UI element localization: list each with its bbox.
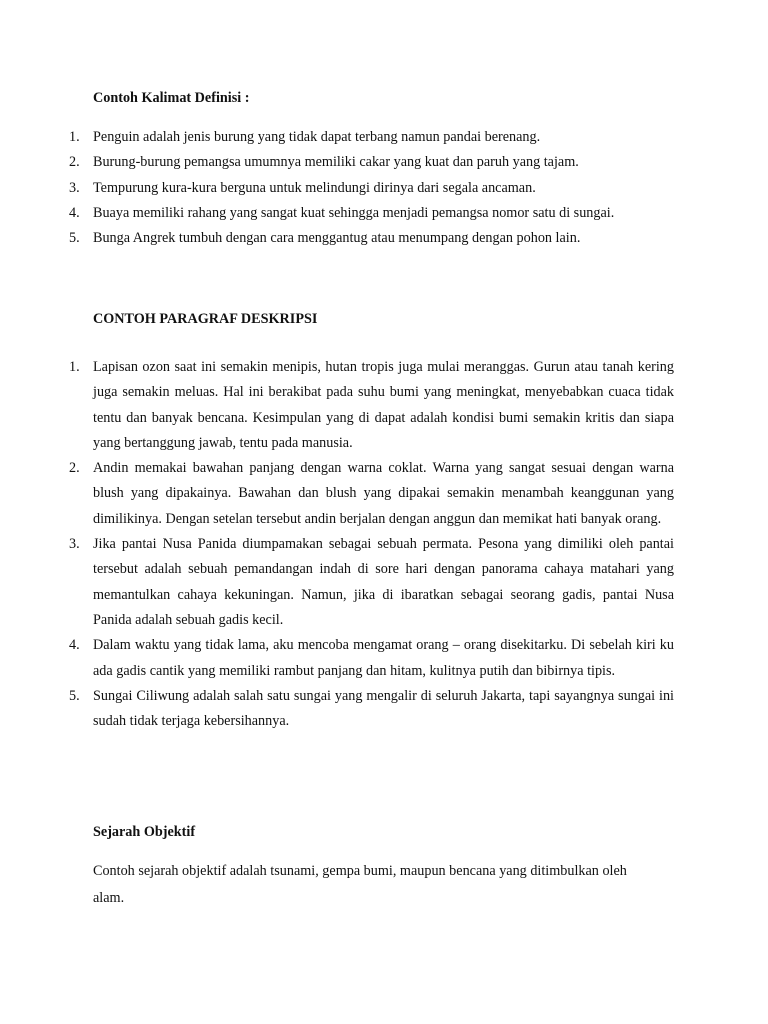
- list-number: 4.: [69, 637, 80, 654]
- list-number: 5.: [69, 230, 80, 247]
- list-number: 3.: [69, 179, 80, 196]
- list-item: [0, 633, 768, 684]
- list-text: Dalam waktu yang tidak lama, aku mencoba mengamat orang – orang disekitarku. Di sebelah kiri ku ada gadis cantik yang memiliki rambut panjang dan hitam, kulitnya putih dan bibirnya tipis.: [93, 637, 674, 679]
- list-item: [0, 150, 768, 175]
- list-text: Andin memakai bawahan panjang dengan warna coklat. Warna yang sangat sesuai dengan warna blush yang dipakainya. Bawahan dan blush yang dipakai semakin menambah keanggunan yang dimilikinya. Dengan setelan tersebut andin berjalan dengan anggun dan memikat hati banyak orang.: [93, 460, 674, 527]
- list-number: 4.: [69, 204, 80, 221]
- list-item: [0, 176, 768, 201]
- list-item: [0, 201, 768, 226]
- list-text: Jika pantai Nusa Panida diumpamakan sebagai sebuah permata. Pesona yang dimiliki oleh pantai tersebut adalah sebuah pemandangan indah di sore hari dengan panorama cahaya matahari yang memantulkan cahaya kekuningan. Namun, jika di ibaratkan sebagai seorang gadis, pantai Nusa Panida adalah sebuah gadis kecil.: [93, 536, 674, 628]
- list-number: 2.: [69, 154, 80, 171]
- list-item: [0, 456, 768, 532]
- list-item: [0, 532, 768, 633]
- objective-paragraph: Contoh sejarah objektif adalah tsunami, gempa bumi, maupun bencana yang ditimbulkan oleh alam.: [93, 863, 627, 906]
- definition-list: [0, 125, 768, 251]
- list-text: Bunga Angrek tumbuh dengan cara menggantug atau menumpang dengan pohon lain.: [93, 230, 581, 247]
- objective-heading: Sejarah Objektif: [93, 824, 196, 840]
- list-text: Tempurung kura-kura berguna untuk melindungi dirinya dari segala ancaman.: [93, 179, 536, 196]
- list-number: 3.: [69, 536, 80, 553]
- list-text: Sungai Ciliwung adalah salah satu sungai yang mengalir di seluruh Jakarta, tapi sayangnya sungai ini sudah tidak terjaga kebersihannya.: [93, 687, 674, 730]
- list-text: Penguin adalah jenis burung yang tidak dapat terbang namun pandai berenang.: [93, 129, 541, 145]
- definition-heading: Contoh Kalimat Definisi :: [93, 90, 250, 106]
- list-number: 1.: [69, 129, 80, 145]
- description-heading: CONTOH PARAGRAF DESKRIPSI: [93, 311, 318, 327]
- list-text: Lapisan ozon saat ini semakin menipis, hutan tropis juga mulai meranggas. Gurun atau tanah kering juga semakin meluas. Hal ini berakibat pada suhu bumi yang meningkat, menyebabkan cuaca tidak tentu dan banyak bencana. Kesimpulan yang di dapat adalah kondisi bumi semakin kritis dan siapa yang bertanggung jawab, tentu pada manusia.: [93, 359, 674, 451]
- description-list: [0, 355, 768, 734]
- list-text: Buaya memiliki rahang yang sangat kuat sehingga menjadi pemangsa nomor satu di sungai.: [93, 204, 615, 221]
- list-number: 5.: [69, 687, 80, 704]
- list-number: 1.: [69, 359, 80, 375]
- list-item: [0, 355, 768, 456]
- list-item: [0, 226, 768, 251]
- list-text: Burung-burung pemangsa umumnya memiliki cakar yang kuat dan paruh yang tajam.: [93, 154, 579, 171]
- list-number: 2.: [69, 460, 80, 477]
- list-item: [0, 125, 768, 150]
- list-item: [0, 684, 768, 735]
